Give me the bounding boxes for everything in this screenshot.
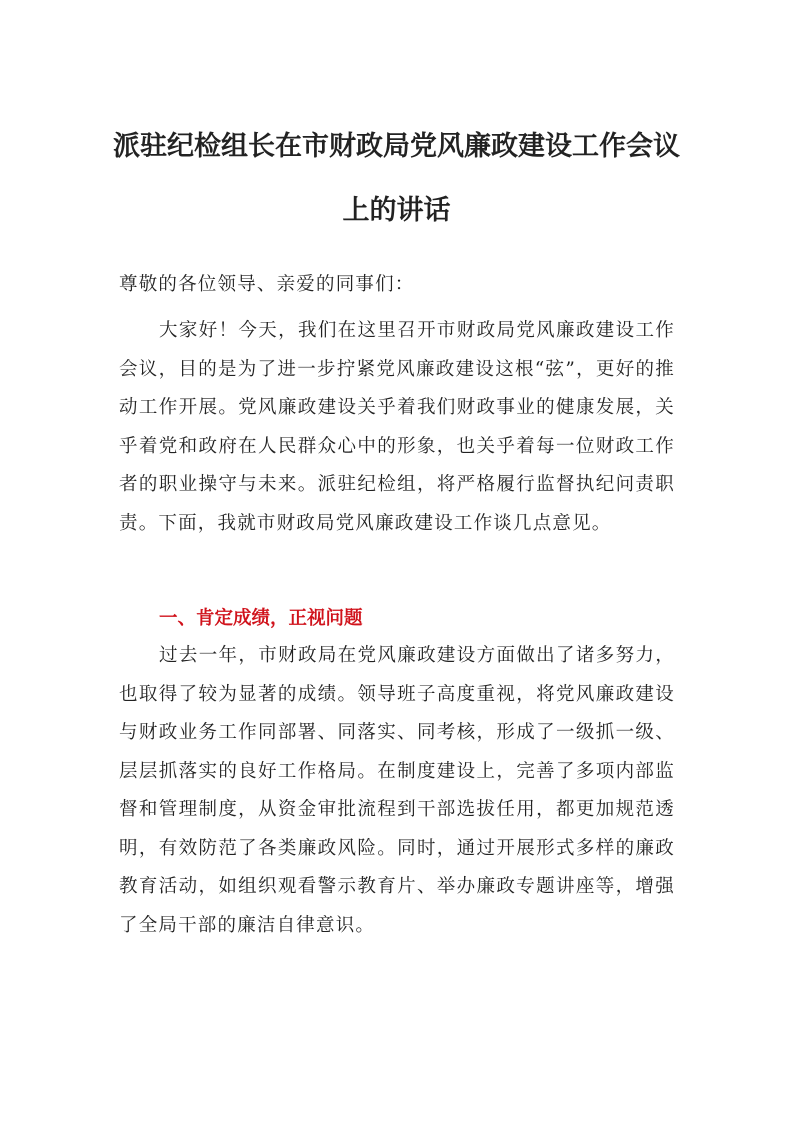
document-title: 派驻纪检组长在市财政局党风廉政建设工作会议上的讲话	[113, 131, 680, 226]
salutation: 尊敬的各位领导、亲爱的同事们：	[119, 274, 415, 295]
section-heading-1: 一、肯定成绩，正视问题	[159, 608, 363, 629]
paragraph-intro: 大家好！今天，我们在这里召开市财政局党风廉政建设工作会议，目的是为了进一步拧紧党风廉政建设这根“弦”，更好的推动工作开展。党风廉政建设关乎着我们财政事业的健康发展，关乎着党和政府在人民群众心中的形象，也关乎着每一位财政工作者的职业操守与未来。派驻纪检组，将严格履行监督执纪问责职责。下面，我就市财政局党风廉政建设工作谈几点意见。	[119, 320, 675, 534]
paragraph-achievements: 过去一年，市财政局在党风廉政建设方面做出了诸多努力，也取得了较为显著的成绩。领导班子高度重视，将党风廉政建设与财政业务工作同部署、同落实、同考核，形成了一级抓一级、层层抓落实的良好工作格局。在制度建设上，完善了多项内部监督和管理制度，从资金审批流程到干部选拔任用，都更加规范透明，有效防范了各类廉政风险。同时，通过开展形式多样的廉政教育活动，如组织观看警示教育片、举办廉政专题讲座等，增强了全局干部的廉洁自律意识。	[119, 645, 675, 936]
